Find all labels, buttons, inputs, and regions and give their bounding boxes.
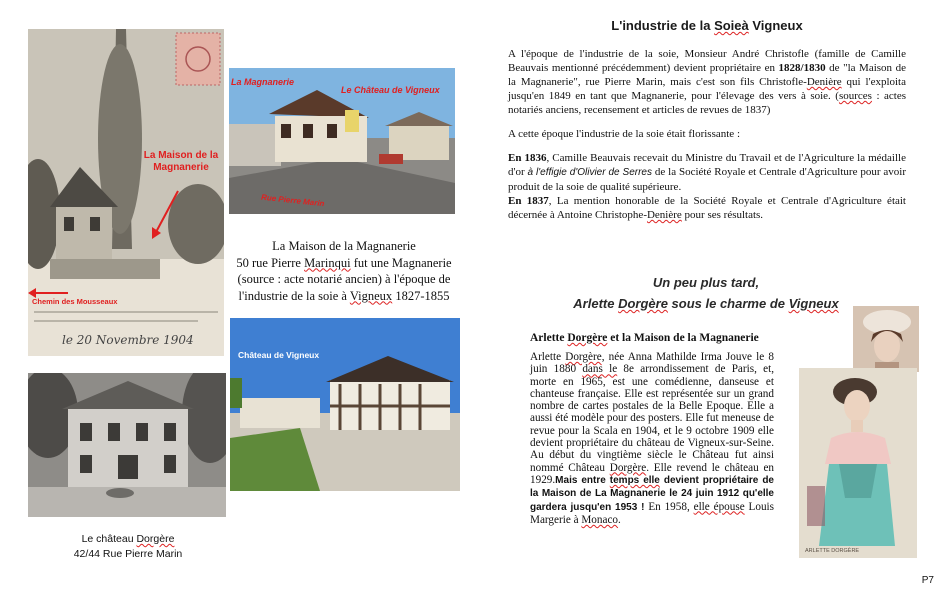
page-number: P7 — [921, 575, 934, 586]
label-chateau-vigneux-text: Le Château de Vigneux — [341, 85, 440, 95]
p4-u1: Denière — [646, 209, 682, 221]
p3-b1: En 1836 — [508, 152, 547, 164]
caption-chateau-line2: 42/44 Rue Pierre Marin — [73, 548, 183, 560]
bio-t1: Arlette — [530, 351, 566, 363]
caption-chateau-line1-a: Le château — [81, 533, 137, 545]
section-subtitle — [540, 272, 872, 314]
postcard-maison-magnanerie — [28, 29, 224, 356]
subtitle-line2-c: sous le charme de — [667, 296, 789, 311]
p1-u1: Denière — [806, 76, 842, 88]
caption-magnanerie-line3: (source : acte notarié ancien) à l'époque de — [237, 272, 451, 286]
bio-t3: 8e arrondissement de Paris, et, morte en 1965, est une comédienne, danseuse et chanteuse française. Elle est représentée sur un grand nombre de cartes postales de la Belle Epoque. Elle a aussi été modèle pour des posters. Elle fut meneuse de revue pour la Scala en 1904, et le 9 octobre 1909 elle devient propriétaire du château de Vigneux-sur-Seine. Au début du vingtième siècle le Château fut ainsi nommé Château — [530, 363, 774, 474]
portrait-small-illustration — [853, 306, 919, 372]
photo-chateau-dorgere-old — [28, 373, 226, 517]
p1-u2: sources — [838, 90, 872, 102]
bio-t5: En 1958, — [644, 500, 694, 513]
subtitle-line2-d: Vigneux — [788, 296, 839, 311]
chateau-old-illustration — [28, 373, 226, 517]
bio-u1: Dorgère — [565, 351, 602, 363]
portrait-small — [853, 306, 919, 372]
p1-t3: qui l'exploita jusqu'en 1849 en tant que Magnanerie, pour l'élevage des vers à soie. ( — [508, 76, 906, 102]
subtitle-line2 — [540, 293, 872, 314]
p4-t2: pour ses résultats. — [681, 209, 764, 221]
chateau-color-illustration — [230, 318, 460, 491]
bio-u3: Dorgère — [609, 461, 647, 474]
portrait-caption — [805, 548, 859, 554]
postcard-label-maison — [140, 150, 222, 174]
bio-heading-a: Arlette — [530, 332, 568, 344]
label-chateau-color — [238, 350, 319, 360]
caption-magnanerie-line4-a: l'industrie de la soie à — [238, 288, 350, 303]
label-magnanerie-text: La Magnanerie — [231, 77, 295, 87]
caption-magnanerie-line1: La Maison de la Magnanerie — [272, 239, 416, 253]
postcard-handwriting — [62, 333, 194, 347]
p3-t1: , Camille Beauvais recevait du Ministre du Travail et de l'Agriculture la médaille d'or — [508, 152, 906, 178]
label-chateau-color-text: Château de Vigneux — [238, 350, 320, 360]
caption-magnanerie-line4-c: 1827-1855 — [392, 288, 450, 303]
subtitle-line2-b: Dorgère — [618, 296, 668, 311]
p1-t2: de "la Maison de la Magnanerie", rue Pierre Marin, mais c'est son fils Christofle- — [508, 62, 906, 88]
caption-chateau-line1 — [28, 532, 228, 547]
caption-chateau — [28, 532, 228, 562]
p4-b1: En 1837 — [508, 195, 549, 207]
subtitle-line1: Un peu plus tard, — [652, 275, 760, 290]
label-rue-pierre-marin-text: Rue Pierre Marin — [260, 192, 325, 209]
bio-u6: Monaco — [581, 513, 619, 526]
caption-magnanerie-line2-b: Marinqui — [304, 255, 351, 270]
paragraph-1837 — [508, 194, 906, 222]
postcard-handwriting-text: le 20 Novembre 1904 — [62, 333, 194, 347]
postcard-label-chemin-text: Chemin des Mousseaux — [32, 297, 118, 306]
portrait-arlette-dorgere — [799, 368, 917, 558]
label-chateau-vigneux — [341, 85, 440, 95]
photo-chateau-vigneux — [230, 318, 460, 491]
caption-magnanerie-line2-c: fut une Magnanerie — [350, 255, 452, 270]
article-column — [508, 18, 906, 222]
caption-magnanerie — [226, 238, 462, 304]
label-magnanerie — [231, 77, 294, 87]
p1-t4: : actes notariés anciens, recensement et articles de revues de 1837) — [508, 90, 906, 116]
page-title — [508, 18, 906, 33]
paragraph-1836 — [508, 151, 906, 194]
bio-heading-c: et la Maison de la Magnanerie — [607, 332, 759, 344]
bio-u2: dans le — [582, 363, 618, 376]
portrait-caption-text: ARLETTE DORGÈRE — [805, 548, 860, 554]
bio-b2: devient propriétaire de la Maison de La Magnanerie le 24 juin 1912 qu'elle gardera jusqu'en 1953 ! — [530, 474, 774, 513]
caption-magnanerie-line4-b: Vigneux — [349, 288, 393, 303]
bio-u4: temps elle — [609, 474, 660, 486]
postcard-label-chemin — [32, 297, 117, 306]
subtitle-line2-a: Arlette — [573, 296, 619, 311]
caption-magnanerie-line4 — [226, 288, 462, 305]
p4-t1: , La mention honorable de la Société Royale et Centrale d'Agriculture était décernée à Antoine Christophe- — [508, 195, 906, 221]
bio-t6: Louis Margerie à — [530, 500, 775, 526]
bio-u5: elle épouse — [693, 500, 745, 513]
bio-heading-b: Dorgère — [567, 332, 608, 344]
page-title-c: Vigneux — [748, 18, 803, 33]
caption-chateau-line1-b: Dorgère — [136, 533, 175, 545]
bio-b1: Mais entre — [555, 474, 610, 486]
caption-magnanerie-line2-a: 50 rue Pierre — [236, 255, 305, 270]
postcard-illustration — [28, 29, 224, 356]
bio-t2: , née Anna Mathilde Irma Jouve le 8 juin 1880 — [530, 351, 775, 376]
caption-magnanerie-line2 — [226, 255, 462, 272]
postcard-label-maison-text: La Maison de la Magnanerie — [143, 150, 219, 173]
paragraph-christofle — [508, 47, 906, 117]
p1-t1: A l'époque de l'industrie de la soie, Monsieur André Christofle (famille de Camille Beauvais mentionné précédemment) devient propriétaire en — [508, 48, 906, 74]
p3-i1: à l'effigie d'Olivier de Serres — [527, 167, 652, 178]
bio-heading — [530, 332, 778, 344]
page-title-a: L'industrie de la — [611, 18, 715, 33]
bio-t7: . — [618, 513, 621, 526]
portrait-large-illustration — [799, 368, 917, 558]
paragraph-florissante: A cette époque l'industrie de la soie était florissante : — [508, 128, 740, 140]
p1-b1: 1828/1830 — [778, 62, 826, 74]
page-title-b: Soieà — [714, 18, 749, 33]
bio-t4: . Elle revend le château en 1929. — [530, 461, 775, 486]
p3-t2: de la Société Royale et Centrale d'Agriculture pour avoir produit de la soie de qualité supérieure. — [508, 166, 906, 193]
photo-magnanerie — [229, 68, 455, 214]
bio-paragraph — [530, 351, 774, 526]
